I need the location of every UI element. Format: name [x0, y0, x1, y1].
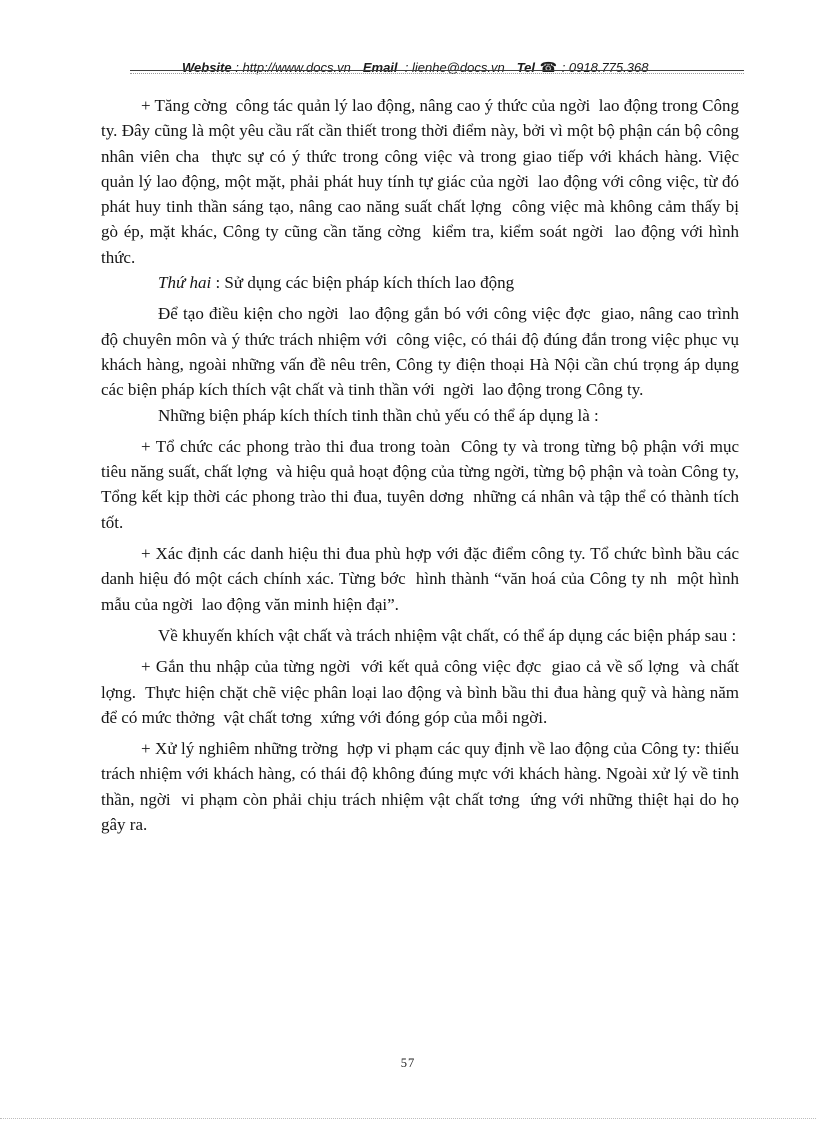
email-label: Email: [362, 60, 398, 75]
heading-lead-italic: Thứ hai: [158, 273, 212, 293]
website-label: Website: [182, 60, 232, 75]
paragraph-emulation-movements: + Tổ chức các phong trào thi đua trong toàn Công ty và trong từng bộ phận với mục tiêu năng suất, chất lợng và hiệu quả hoạt động của từng ngời, từng bộ phận và toàn Công ty, Tổng kết kịp thời các phong trào thi đua, tuyên dơng những cá nhân và tập thể có thành tích tốt.: [101, 436, 744, 532]
paragraph-labor-management: + Tăng cờng công tác quản lý lao động, nâng cao ý thức của ngời lao động trong Công ty. Đây cũng là một yêu cầu rất cần thiết trong thời điểm này, bởi vì một bộ phận cán bộ công nhân viên cha thực sự có ý thức trong công việc và trong giao tiếp với khách hàng. Việc quản lý lao động, một mặt, phải phát huy tính tự giác của ngời lao động với công việc, từ đó phát huy tinh thần sáng tạo, nâng cao năng suất chất lợng công việc mà không cảm thấy bị gò ép, mặt khác, Công ty cũng cần tăng cờng kiểm tra, kiểm soát ngời lao động với hình thức.: [101, 96, 744, 267]
page-header: [0, 44, 816, 91]
paragraph-material-incentives-intro: Về khuyến khích vật chất và trách nhiệm vật chất, có thể áp dụng các biện pháp sau :: [158, 625, 737, 645]
phone-icon: ☎: [539, 59, 558, 75]
paragraph-income-link: + Gắn thu nhập của từng ngời với kết quả công việc đợc giao cả về số lợng và chất lợng. Thực hiện chặt chẽ việc phân loại lao động và bình bầu thi đua hàng quỹ và hàng năm để có mức thởng vật chất tơng xứng với đóng góp của mỗi ngời.: [101, 657, 744, 727]
paragraph-spiritual-measures-intro: Những biện pháp kích thích tinh thần chủ yếu có thể áp dụng là :: [158, 405, 599, 425]
page-number: 57: [400, 1056, 416, 1070]
paragraph-create-conditions: Để tạo điều kiện cho ngời lao động gắn bó với công việc đợc giao, nâng cao trình độ chuyên môn và ý thức trách nhiệm với công việc, có thái độ đúng đắn trong việc phục vụ khách hàng, ngoài những vấn đề nêu trên, Công ty điện thoại Hà Nội cần chú trọng áp dụng các biện pháp kích thích vật chất và tinh thần với ngời lao động trong Công ty.: [101, 304, 744, 400]
paragraph-strict-handling: + Xử lý nghiêm những trờng hợp vi phạm các quy định về lao động của Công ty: thiếu trách nhiệm với khách hàng, có thái độ không đúng mực với khách hàng. Ngoài xử lý về tinh thần, ngời vi phạm còn phải chịu trách nhiệm vật chất tơng ứng với những thiệt hại do họ gây ra.: [101, 739, 744, 835]
tel-number: 0918.775.368: [568, 60, 649, 75]
tel-label: Tel: [516, 60, 535, 75]
website-url: http://www.docs.vn: [242, 60, 351, 75]
email-address: lienhe@docs.vn: [411, 60, 505, 75]
document-body: [101, 93, 744, 837]
website-separator: :: [231, 60, 243, 75]
paragraph-thu-hai-heading: [101, 270, 739, 295]
email-separator: :: [397, 60, 412, 75]
tel-separator: :: [558, 60, 569, 75]
header-divider-line: [130, 70, 744, 74]
heading-rest: : Sử dụng các biện pháp kích thích lao động: [211, 273, 515, 293]
bottom-dotted-line: [0, 1118, 816, 1119]
paragraph-emulation-titles: + Xác định các danh hiệu thi đua phù hợp với đặc điểm công ty. Tổ chức bình bầu các danh hiệu đó một cách chính xác. Từng bớc hình thành “văn hoá của Công ty nh một hình mẫu của ngời lao động văn minh hiện đại”.: [101, 544, 744, 614]
